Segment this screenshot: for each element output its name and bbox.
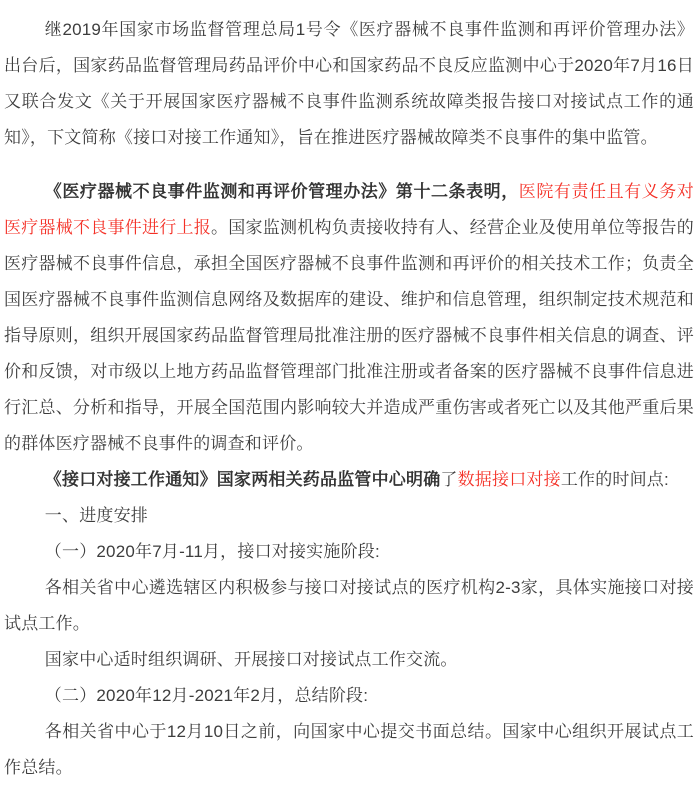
paragraph-phase-2-detail	[4, 714, 694, 786]
text-run: （一）2020年7月-11月，接口对接实施阶段:	[44, 542, 380, 561]
text-run: 工作的时间点:	[560, 470, 669, 489]
text-run: 各相关省中心遴选辖区内积极参与接口对接试点的医疗机构2-3家，具体实施接口对接试点工作。	[4, 578, 694, 633]
text-run: 国家中心适时组织调研、开展接口对接试点工作交流。	[44, 650, 458, 669]
text-run: （二）2020年12月-2021年2月，总结阶段:	[44, 686, 369, 705]
text-run: 了	[440, 470, 458, 489]
emphasis-run: 《接口对接工作通知》国家两相关药品监管中心明确	[44, 470, 441, 489]
paragraph-phase-1-detail	[4, 570, 694, 642]
paragraph-schedule-heading	[4, 498, 694, 534]
red-highlight-run: 数据接口对接	[457, 470, 561, 489]
emphasis-run: 《医疗器械不良事件监测和再评价管理办法》第十二条表明，	[44, 182, 519, 201]
text-run: 一、进度安排	[44, 506, 148, 525]
text-run: 继2019年国家市场监督管理总局1号令《医疗器械不良事件监测和再评价管理办法》出台后，国家药品监督管理局药品评价中心和国家药品不良反应监测中心于2020年7月16日又联合发文《关于开展国家医疗器械不良事件监测系统故障类报告接口对接试点工作的通知》，下文简称《接口对接工作通知》，旨在推进医疗器械故障类不良事件的集中监管。	[4, 20, 694, 147]
paragraph-phase-1-exchange	[4, 642, 694, 678]
paragraph-phase-2-heading	[4, 678, 694, 714]
text-run: 。国家监测机构负责接收持有人、经营企业及使用单位等报告的医疗器械不良事件信息，承担全国医疗器械不良事件监测和再评价的相关技术工作；负责全国医疗器械不良事件监测信息网络及数据库的建设、维护和信息管理，组织制定技术规范和指导原则，组织开展国家药品监督管理局批准注册的医疗器械不良事件相关信息的调查、评价和反馈，对市级以上地方药品监督管理部门批准注册或者备案的医疗器械不良事件信息进行汇总、分析和指导，开展全国范围内影响较大并造成严重伤害或者死亡以及其他严重后果的群体医疗器械不良事件的调查和评价。	[4, 218, 694, 453]
text-run: 各相关省中心于12月10日之前，向国家中心提交书面总结。国家中心组织开展试点工作总结。	[4, 722, 694, 777]
paragraph-regulation-article-12	[4, 174, 694, 462]
paragraph-phase-1-heading	[4, 534, 694, 570]
red-highlight-run: 医院有责任且有义务对医疗器械不良事件进行上报	[4, 182, 694, 237]
paragraph-intro	[4, 12, 694, 156]
paragraph-notice-timeline	[4, 462, 694, 498]
